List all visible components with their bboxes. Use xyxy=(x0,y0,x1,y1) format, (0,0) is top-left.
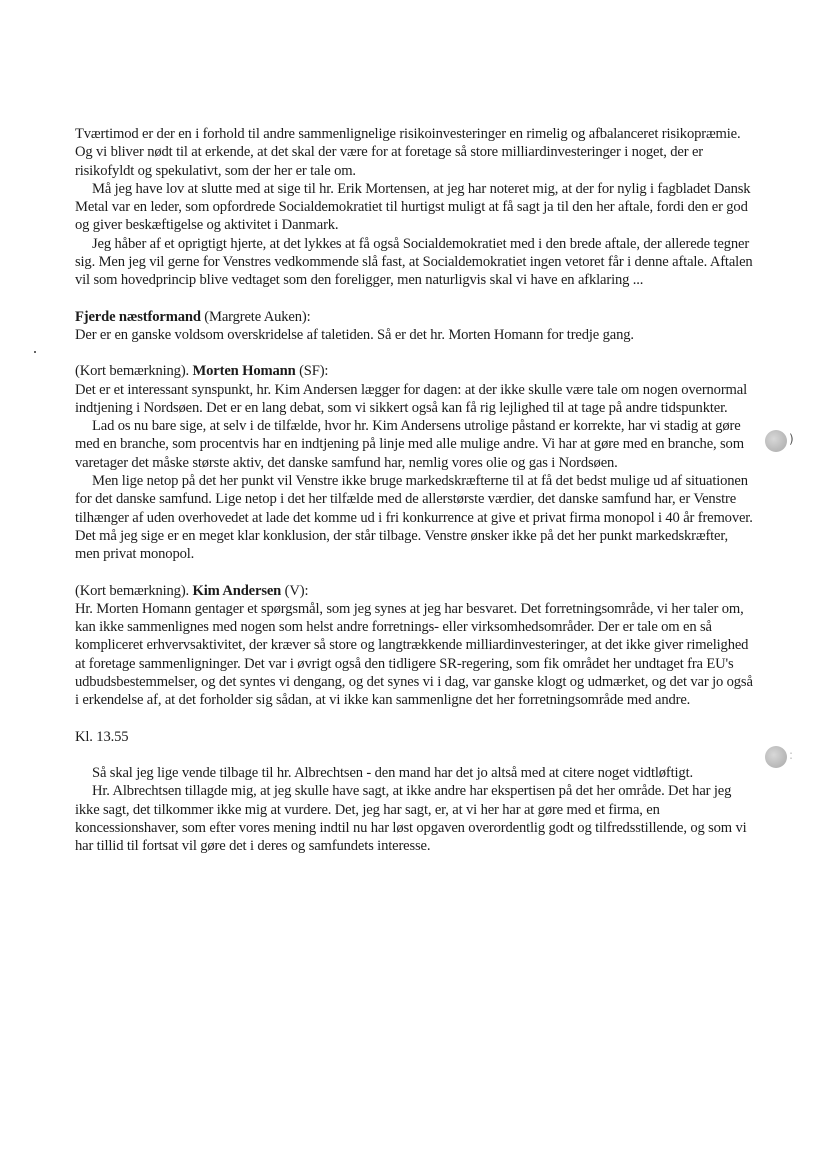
margin-mark: ) xyxy=(789,432,794,446)
speaker-name: Morten Homann xyxy=(192,363,296,380)
time-stamp: Kl. 13.55 xyxy=(75,728,129,745)
paragraph: Jeg håber af et oprigtigt hjerte, at det lykkes at få også Socialdemokratiet med i den brede aftale, der allerede tegner sig. Men jeg vil gerne for Venstres vedkommende slå fast, at Socialdemokratiet ingen vetoret får i denne aftale. Aftalen vil som hovedprincip blive vedtaget som den foreligger, men naturligvis skal vi have en afklaring ... xyxy=(75,235,753,289)
remark-type: (Kort bemærkning). xyxy=(75,363,193,380)
speaker-heading xyxy=(75,362,755,380)
speech-continuation xyxy=(75,125,755,290)
paragraph: Der er en ganske voldsom overskridelse af taletiden. Så er det hr. Morten Homann for tredje gang. xyxy=(75,326,634,343)
scan-speck xyxy=(34,351,36,353)
speech-morten-homann xyxy=(75,362,755,563)
speaker-name: Fjerde næstformand xyxy=(75,308,201,325)
paragraph: Hr. Albrechtsen tillagde mig, at jeg skulle have sagt, at ikke andre har ekspertisen på det her område. Det har jeg ikke sagt, det tilkommer ikke mig at vurdere. Det, jeg har sagt, er, at vi her har at gøre med et firma, en koncessionshaver, som efter vores mening indtil nu har løst opgaven overordentlig godt og tilfredsstillende, og som vi har tillid til fortsat vil gøre det i deres og samfundets interesse. xyxy=(75,783,747,855)
speaker-heading xyxy=(75,308,755,326)
punch-hole-icon xyxy=(765,746,787,768)
paragraph: Lad os nu bare sige, at selv i de tilfælde, hvor hr. Kim Andersens utrolige påstand er korrekte, har vi stadig at gøre med en branche, som procentvis har en indtjening på linje med alle mulige andre. Vi har at gøre med en branche, som varetager det måske største aktiv, det danske samfund har, nemlig vores olie og gas i Nordsøen. xyxy=(75,418,744,471)
margin-mark: : xyxy=(789,748,794,762)
speaker-role: (Margrete Auken): xyxy=(200,308,311,325)
document-page xyxy=(75,125,755,855)
speech-kim-andersen xyxy=(75,582,755,710)
paragraph: Så skal jeg lige vende tilbage til hr. Albrechtsen - den mand har det jo altså med at citere noget vidtløftigt. xyxy=(92,764,693,781)
paragraph: Tværtimod er der en i forhold til andre sammenlignelige risikoinvesteringer en rimelig og afbalanceret risikopræmie. Og vi bliver nødt til at erkende, at det skal der være for at foretage så store milliardinvesteringer i noget, der er risikofyldt og spekulativt, som der her er tale om. xyxy=(75,126,741,179)
paragraph: Hr. Morten Homann gentager et spørgsmål, som jeg synes at jeg har besvaret. Det forretningsområde, vi her taler om, kan ikke sammenlignes med nogen som helst andre forretnings- eller virksomhedsområder. Der er tale om en så kompliceret erhvervsaktivitet, der kræver så store og langtrækkende milliardinvesteringer, at det ikke giver rimelighed at foretage sammenligninger. Det var i øvrigt også den tidligere SR-regering, som fik området her undtaget fra EU's udbudsbestemmelser, og det syntes vi dengang, og det synes vi i dag, var ganske klogt og udmærket, og det var jo også i erkendelse af, at det forholder sig sådan, at vi ikke kan sammenligne det her forretningsområde med andre. xyxy=(75,600,753,709)
punch-hole-icon xyxy=(765,430,787,452)
remark-type: (Kort bemærkning). xyxy=(75,582,193,599)
speaker-party: (SF): xyxy=(295,363,329,380)
paragraph: Det er et interessant synspunkt, hr. Kim Andersen lægger for dagen: at der ikke skulle være tale om nogen overnormal indtjening i Nordsøen. Det er en lang debat, som vi sikkert også kan få rig lejlighed til at tage på andre tidspunkter. xyxy=(75,381,747,416)
speaker-party: (V): xyxy=(281,582,309,599)
speaker-name: Kim Andersen xyxy=(192,582,282,599)
speech-closing xyxy=(75,764,755,855)
paragraph: Må jeg have lov at slutte med at sige til hr. Erik Mortensen, at jeg har noteret mig, at der for nylig i fagbladet Dansk Metal var en leder, som opfordrede Socialdemokratiet til hurtigst muligt at få sagt ja til den her aftale, fordi den er god og giver beskæftigelse og aktivitet i Danmark. xyxy=(75,180,751,234)
speech-chair xyxy=(75,308,755,345)
speaker-heading xyxy=(75,582,755,600)
paragraph: Men lige netop på det her punkt vil Venstre ikke bruge markedskræfterne til at få det bedst mulige ud af situationen for det danske samfund. Lige netop i det her tilfælde med de allerstørste værdier, det danske samfund har, er Venstre tilhænger af uden overhovedet at lade det komme ud i fri konkurrence at give et privat firma monopol i 40 år fremover. Det må jeg sige er en meget klar konklusion, der står tilbage. Venstre ønsker ikke på det her punkt markedskræfter, men privat monopol. xyxy=(75,473,753,563)
